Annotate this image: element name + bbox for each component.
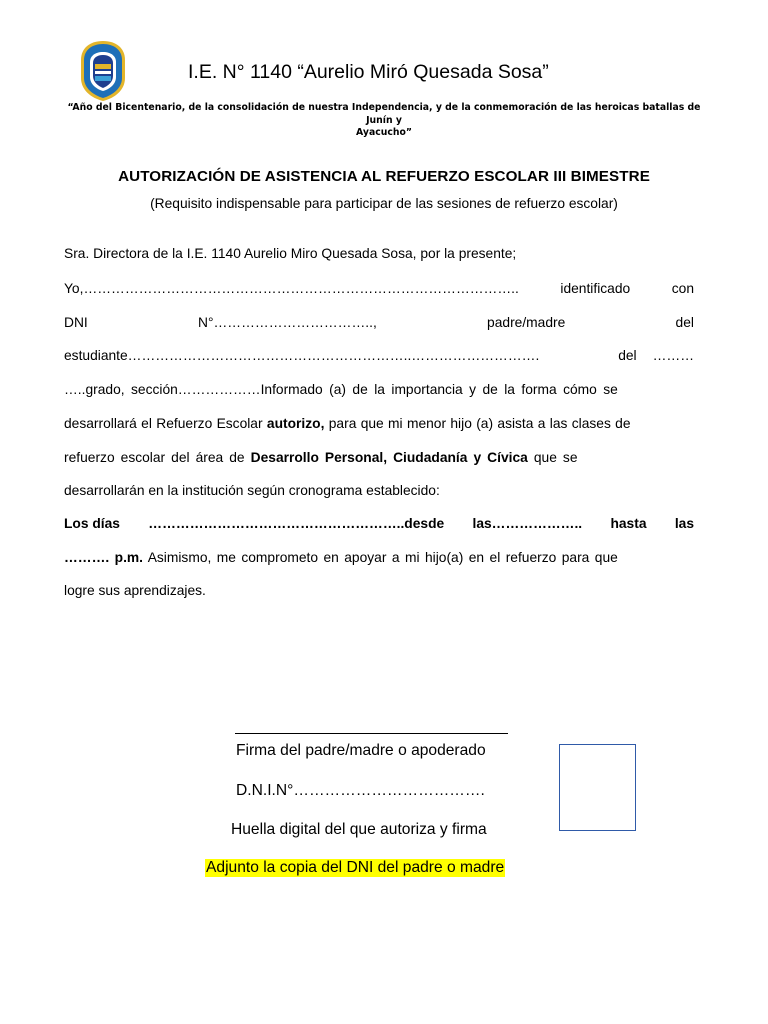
grade-blank: ……… [652,348,694,363]
text-del-2: del [618,348,637,363]
parent-name-blank: Yo,………………………………………………………………………………….. [64,281,519,296]
days-blank: ………………………………………………..desde [148,516,445,531]
text-segment: desarrollará el Refuerzo Escolar [64,416,267,431]
document-title: AUTORIZACIÓN DE ASISTENCIA AL REFUERZO ESCOLAR III BIMESTRE [118,168,650,185]
dni-field-label: D.N.I.N°………………………………. [236,782,485,799]
signature-line [235,733,508,734]
document-subtitle: (Requisito indispensable para participar de las sesiones de refuerzo escolar) [150,196,618,211]
body-line-commitment [64,550,694,565]
text-padre-madre: padre/madre [487,315,566,330]
body-line-student [64,348,694,363]
from-time-blank: las……………….. [472,516,583,531]
text-con: con [671,281,694,296]
body-line-name [64,281,694,296]
body-line-grade: …..grado, sección………………Informado (a) de la importancia y de la forma cómo se [64,382,618,397]
text-dni: DNI [64,315,88,330]
attachment-note: Adjunto la copia del DNI del padre o madre [206,859,505,876]
text-segment: para que mi menor hijo (a) asista a las clases de [324,416,631,431]
year-motto-line-1: “Año del Bicentenario, de la consolidación de nuestra Independencia, y de la conmemoración de las heroicas batallas de Junín y [67,102,701,126]
body-line-days [64,516,694,531]
body-line-area [64,450,694,465]
text-del: del [675,315,694,330]
text-identificado: identificado [560,281,631,296]
authorize-bold: autorizo, [266,416,325,431]
thumbprint-box [559,744,636,831]
body-line-authorize [64,416,694,431]
text-segment: Asimismo, me comprometo en apoyar a mi hijo(a) en el refuerzo para que [143,550,618,565]
end-time-blank: ………. p.m. [64,550,144,565]
text-hasta: hasta [610,516,647,531]
dni-number-blank: N°…………………………….., [198,315,377,330]
text-segment: refuerzo escolar del área de [64,450,251,465]
school-crest-logo [80,40,126,102]
year-motto [60,102,708,140]
text-las: las [674,516,694,531]
body-line-closing: logre sus aprendizajes. [64,583,206,598]
area-name-bold: Desarrollo Personal, Ciudadanía y Cívica [250,450,528,465]
salutation-line: Sra. Directora de la I.E. 1140 Aurelio Miro Quesada Sosa, por la presente; [64,246,517,261]
student-name-blank: estudiante……………………………………………………..………………………. [64,348,540,363]
school-crest-icon [80,40,126,102]
body-line-schedule: desarrollarán en la institución según cronograma establecido: [64,483,440,498]
thumbprint-label: Huella digital del que autoriza y firma [231,821,487,838]
year-motto-line-2: Ayacucho” [356,127,412,138]
body-line-dni [64,315,694,330]
signature-label: Firma del padre/madre o apoderado [236,742,486,759]
school-title: I.E. N° 1140 “Aurelio Miró Quesada Sosa” [188,61,549,83]
text-segment: que se [527,450,578,465]
text-los-dias: Los días [64,516,120,531]
